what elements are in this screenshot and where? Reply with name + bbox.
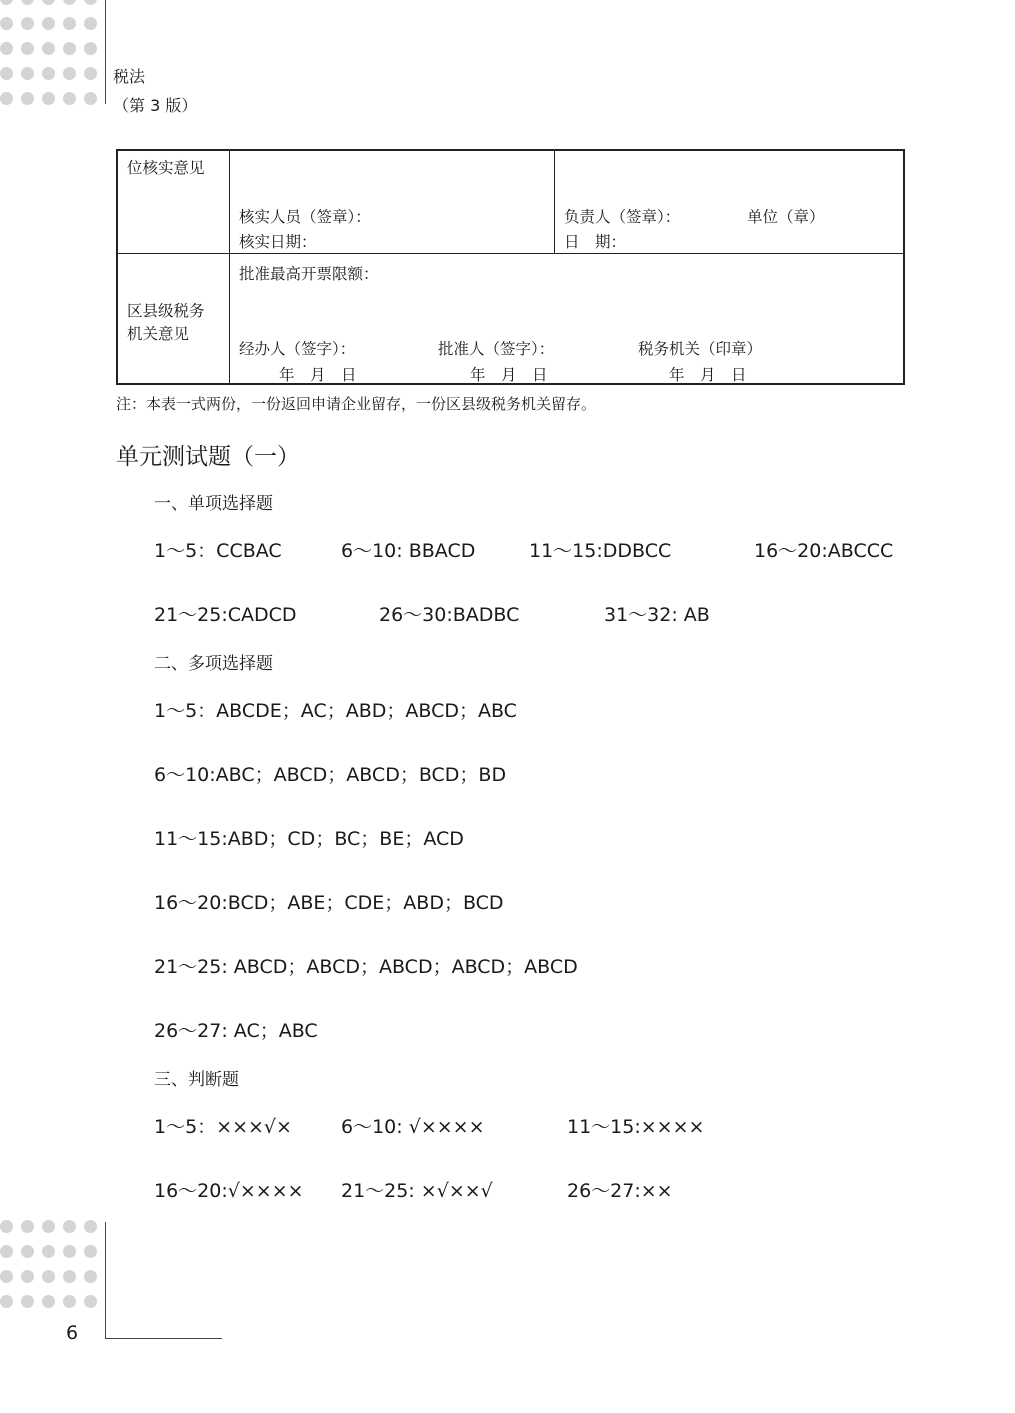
page-number: 6: [66, 1322, 79, 1344]
answer-line: 6～10: BBACD: [341, 540, 476, 562]
bottom-dot-pattern: [0, 1220, 97, 1308]
answer-line: 21～25: ABCD；ABCD；ABCD；ABCD；ABCD: [154, 956, 578, 978]
answer-line: 26～27: AC；ABC: [154, 1020, 318, 1042]
answer-line: 16～20:√××××: [154, 1180, 304, 1202]
true-false-heading: 三、判断题: [154, 1070, 239, 1090]
footer-divider: [105, 1222, 106, 1339]
answer-line: 16～20:ABCCC: [754, 540, 894, 562]
handler-date: 年 月 日: [279, 365, 357, 384]
verifier-cell: [230, 150, 555, 253]
responsible-signature: 负责人（签章）：: [564, 208, 681, 226]
answer-line: 1～5：ABCDE；AC；ABD；ABCD；ABC: [154, 700, 517, 722]
verifier-signature: 核实人员（签章）：: [239, 208, 371, 226]
top-dot-pattern: [0, 0, 97, 105]
verification-label-cell: [117, 150, 230, 253]
answer-line: 31～32: AB: [604, 604, 710, 626]
answer-line: 6～10:ABC；ABCD；ABCD；BCD；BD: [154, 764, 507, 786]
approver-signature: 批准人（签字）：: [438, 339, 555, 358]
verify-date: 核实日期：: [239, 233, 317, 251]
answer-line: 11～15:ABD；CD；BC；BE；ACD: [154, 828, 464, 850]
multiple-choice-heading: 二、多项选择题: [154, 654, 273, 674]
answer-line: 26～30:BADBC: [379, 604, 520, 626]
answer-line: 21～25:CADCD: [154, 604, 297, 626]
single-choice-heading: 一、单项选择题: [154, 494, 273, 514]
approver-date: 年 月 日: [470, 365, 548, 384]
answer-line: 6～10: √××××: [341, 1116, 485, 1138]
tax-office-label-line2: 机关意见: [127, 324, 190, 343]
header-divider: [105, 0, 106, 104]
handler-signature: 经办人（签字）：: [239, 339, 356, 358]
answer-line: 1～5：×××√×: [154, 1116, 292, 1138]
answer-line: 16～20:BCD；ABE；CDE；ABD；BCD: [154, 892, 504, 914]
responsible-cell: [555, 150, 905, 253]
answer-line: 1～5：CCBAC: [154, 540, 282, 562]
answer-line: 26～27:××: [567, 1180, 673, 1202]
invoice-limit-form: [116, 149, 905, 385]
answer-line: 11～15:××××: [567, 1116, 705, 1138]
tax-office-label-cell: [117, 253, 230, 384]
tax-office-date: 年 月 日: [669, 365, 747, 384]
tax-office-opinion-cell: [230, 253, 905, 384]
section-title: 单元测试题（一）: [116, 444, 300, 470]
unit-seal: 单位（章）: [747, 208, 825, 226]
max-limit-label: 批准最高开票限额：: [239, 264, 379, 283]
footer-rule: [105, 1338, 222, 1339]
book-edition: （第 3 版）: [113, 96, 198, 115]
responsible-date: 日 期：: [564, 233, 627, 251]
verification-label: 位核实意见: [127, 159, 205, 177]
answer-line: 11～15:DDBCC: [529, 540, 672, 562]
book-title: 税法: [113, 67, 146, 86]
tax-office-seal: 税务机关（印章）: [638, 339, 763, 358]
form-note: 注：本表一式两份，一份返回申请企业留存，一份区县级税务机关留存。: [116, 395, 597, 413]
tax-office-label-line1: 区县级税务: [127, 301, 205, 320]
answer-line: 21～25: ×√××√: [341, 1180, 493, 1202]
